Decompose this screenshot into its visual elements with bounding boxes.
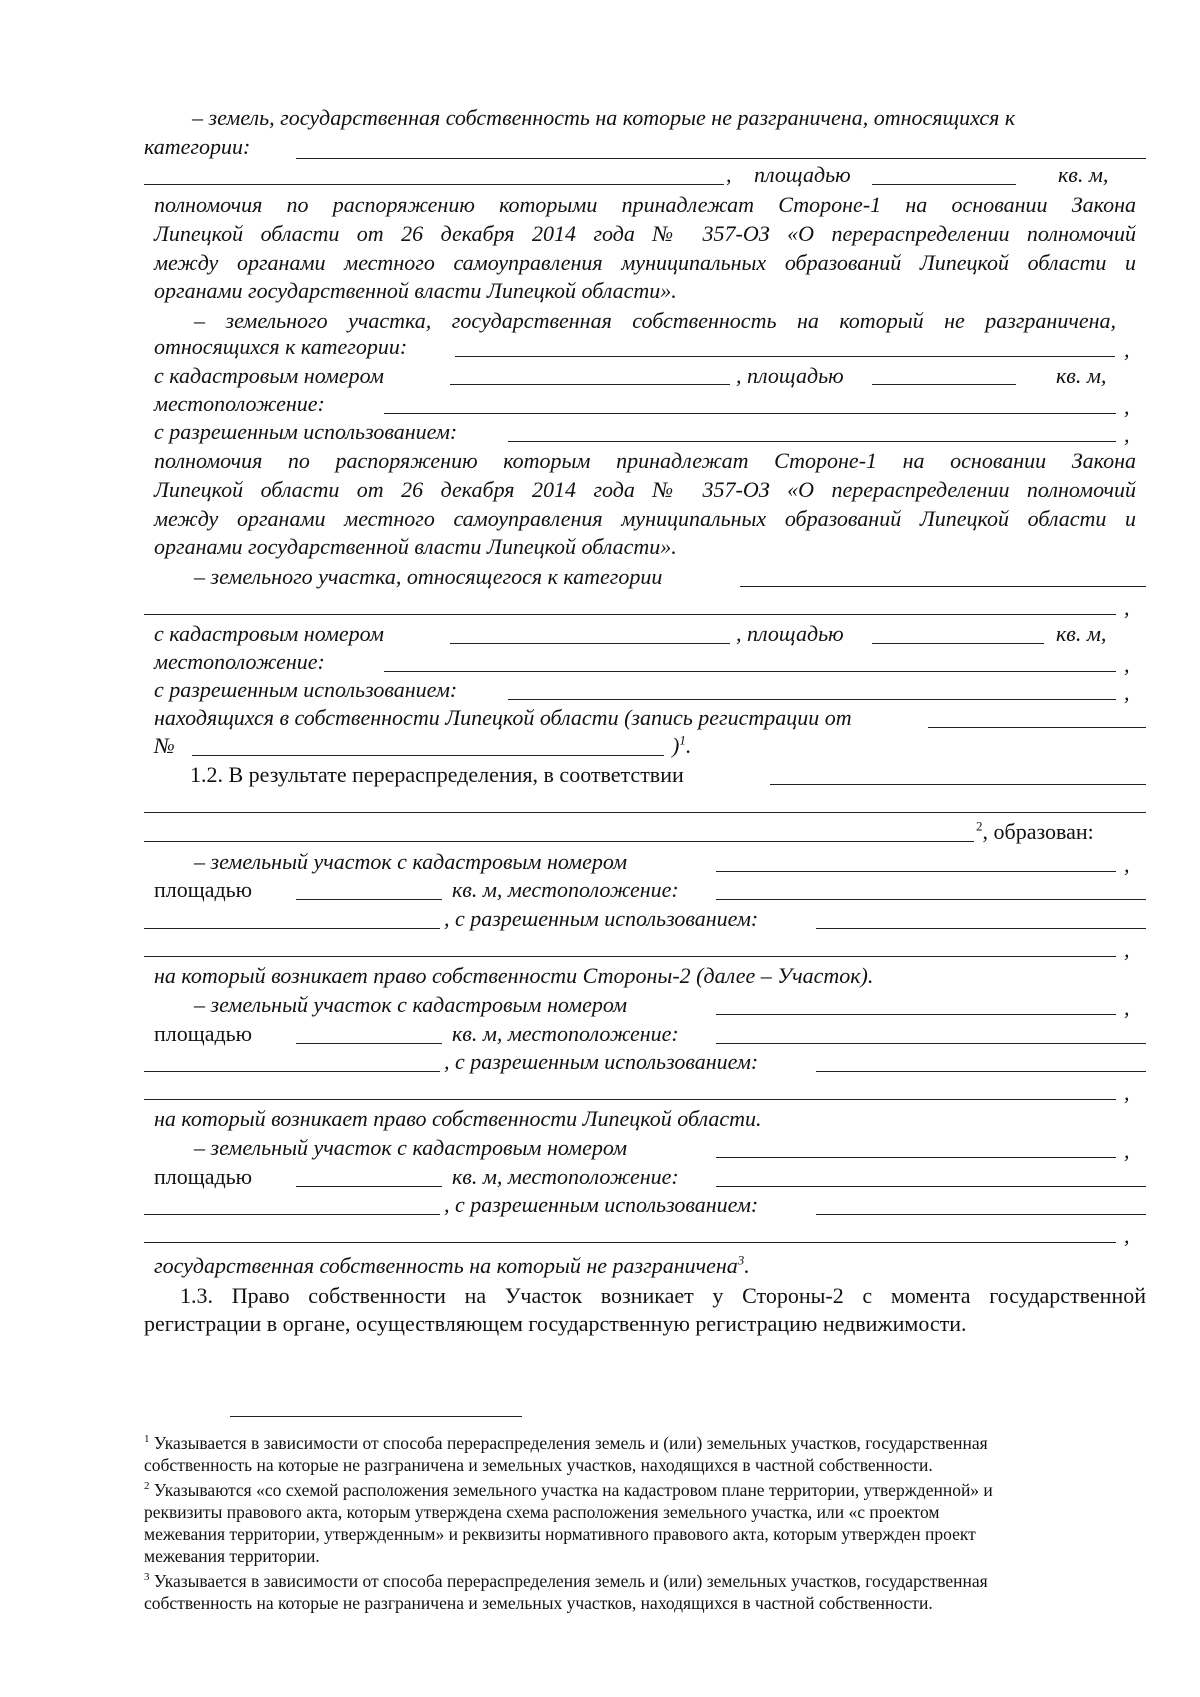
plot2-area-field[interactable]	[296, 1043, 442, 1044]
s3-own-label: находящихся в собственности Липецкой области (запись регистрации от	[154, 705, 852, 730]
plot2-unit-loc: кв. м, местоположение:	[452, 1021, 679, 1046]
s1-area-field[interactable]	[872, 184, 1016, 185]
plot1-loc-field[interactable]	[716, 899, 1146, 900]
plot2-cad-field[interactable]	[716, 1014, 1116, 1015]
s2-para-l1: полномочия по распоряжению которым принадлежат Стороне-1 на основании Закона	[154, 448, 1136, 473]
s1-category-field-2[interactable]	[144, 184, 724, 185]
plot3-use-field-2[interactable]	[144, 1242, 1116, 1243]
footnote-3-l1: $^3$ Указывается в зависимости от способа перераспределения земель и (или) земельных участков, государственная	[144, 1571, 988, 1591]
s4-formed: $^2$, образован:	[976, 818, 1094, 844]
s3-area-unit: кв. м,	[1056, 621, 1107, 646]
s2-para-l3: между органами местного самоуправления муниципальных образований Липецкой области и	[154, 506, 1136, 531]
plot3-use-field[interactable]	[816, 1214, 1146, 1215]
footnote-ref-2[interactable]: 2	[976, 818, 983, 834]
plot1-comma-1: ,	[1124, 852, 1130, 877]
plot2-use-label: , с разрешенным использованием:	[444, 1049, 759, 1074]
plot2-right: на который возникает право собственности Липецкой области.	[154, 1106, 762, 1131]
plot3-comma-2: ,	[1124, 1223, 1130, 1248]
s2-use-label: с разрешенным использованием:	[154, 419, 458, 444]
s2-loc-field[interactable]	[384, 413, 1116, 414]
plot3-right: государственная собственность на который не разграничена$^3$.	[154, 1252, 750, 1278]
plot2-use-field-2[interactable]	[144, 1099, 1116, 1100]
s3-num-label: №	[154, 733, 175, 758]
s1-line1: – земель, государственная собственность на которые не разграничена, относящихся к	[192, 105, 1016, 130]
footnote-ref-3[interactable]: 3	[737, 1252, 745, 1268]
s3-comma-1: ,	[1124, 595, 1130, 620]
footnote-2-l2: реквизиты правового акта, которым утверждена схема расположения земельного участка, или «с проектом	[144, 1502, 940, 1522]
footnote-ref-1[interactable]: 1	[679, 732, 686, 748]
s2-comma-1: ,	[1124, 337, 1130, 362]
plot3-area-label: площадью	[154, 1164, 253, 1189]
footnote-3-l2: собственность на которые не разграничена и земельных участков, находящихся в частной собственности.	[144, 1593, 933, 1613]
s5-line1: 1.3. Право собственности на Участок возникает у Стороны-2 с момента государственной	[180, 1283, 1146, 1308]
plot1-comma-2: ,	[1124, 937, 1130, 962]
s2-para-l2: Липецкой области от 26 декабря 2014 года № 357-ОЗ «О перераспределении полномочий	[154, 477, 1136, 502]
s4-field-1[interactable]	[770, 784, 1146, 785]
plot1-area-field[interactable]	[296, 899, 442, 900]
s1-para-l2: Липецкой области от 26 декабря 2014 года № 357-ОЗ «О перераспределении полномочий	[154, 221, 1136, 246]
plot1-title: – земельный участок с кадастровым номером	[194, 849, 628, 874]
s1-area-label: площадью	[754, 162, 851, 187]
s4-field-2[interactable]	[144, 812, 1146, 813]
s1-category-label: категории:	[144, 134, 251, 159]
s3-cad-field[interactable]	[450, 643, 730, 644]
plot2-title: – земельный участок с кадастровым номером	[194, 992, 628, 1017]
plot2-comma-1: ,	[1124, 995, 1130, 1020]
s3-use-label: с разрешенным использованием:	[154, 677, 458, 702]
s2-comma-2: ,	[1124, 394, 1130, 419]
s3-cad-label: с кадастровым номером	[154, 621, 384, 646]
s1-area-unit: кв. м,	[1058, 162, 1109, 187]
s3-area-field[interactable]	[872, 643, 1044, 644]
plot1-unit-loc: кв. м, местоположение:	[452, 877, 679, 902]
s2-area-unit: кв. м,	[1056, 363, 1107, 388]
s3-reg-date-field[interactable]	[928, 727, 1146, 728]
s3-category-field-2[interactable]	[144, 614, 1116, 615]
s3-comma-3: ,	[1124, 680, 1130, 705]
s3-reg-num-field[interactable]	[192, 755, 664, 756]
plot3-use-label: , с разрешенным использованием:	[444, 1192, 759, 1217]
plot3-area-field[interactable]	[296, 1186, 442, 1187]
plot2-loc-field[interactable]	[716, 1043, 1146, 1044]
s2-area-label: , площадью	[736, 363, 844, 388]
footnote-2-l4: межевания территории.	[144, 1546, 320, 1566]
plot3-comma-1: ,	[1124, 1138, 1130, 1163]
s3-comma-2: ,	[1124, 652, 1130, 677]
s1-category-field[interactable]	[296, 158, 1146, 159]
s2-loc-label: местоположение:	[154, 391, 325, 416]
s3-area-label: , площадью	[736, 621, 844, 646]
plot1-use-field[interactable]	[816, 928, 1146, 929]
s2-comma-3: ,	[1124, 422, 1130, 447]
plot3-loc-field-2[interactable]	[144, 1214, 440, 1215]
plot2-area-label: площадью	[154, 1021, 253, 1046]
s2-para-l4: органами государственной власти Липецкой области».	[154, 534, 677, 559]
plot1-loc-field-2[interactable]	[144, 928, 440, 929]
s2-cad-label: с кадастровым номером	[154, 363, 384, 388]
footnote-1-l2: собственность на которые не разграничена и земельных участков, находящихся в частной собственности.	[144, 1455, 933, 1475]
s3-line1: – земельного участка, относящегося к категории	[194, 564, 663, 589]
plot1-use-label: , с разрешенным использованием:	[444, 906, 759, 931]
s3-loc-field[interactable]	[384, 671, 1116, 672]
s1-para-l1: полномочия по распоряжению которыми принадлежат Стороне-1 на основании Закона	[154, 192, 1136, 217]
footnote-2-l3: межевания территории, утвержденным» и реквизиты нормативного правового акта, которым утвержден проект	[144, 1524, 976, 1544]
s2-category-field[interactable]	[455, 356, 1115, 357]
s3-close: )$^1$.	[672, 732, 692, 758]
s2-category-label: относящихся к категории:	[154, 334, 408, 359]
plot2-loc-field-2[interactable]	[144, 1071, 440, 1072]
s2-area-field[interactable]	[872, 384, 1016, 385]
s5-line2: регистрации в органе, осуществляющем государственную регистрацию недвижимости.	[144, 1311, 967, 1336]
plot1-right: на который возникает право собственности Стороны-2 (далее – Участок).	[154, 963, 874, 988]
s4-line1: 1.2. В результате перераспределения, в соответствии	[190, 762, 684, 787]
plot1-area-label: площадью	[154, 877, 253, 902]
plot1-use-field-2[interactable]	[144, 956, 1116, 957]
plot3-loc-field[interactable]	[716, 1186, 1146, 1187]
s2-cad-field[interactable]	[450, 384, 730, 385]
s1-para-l4: органами государственной власти Липецкой области».	[154, 278, 677, 303]
s1-comma: ,	[726, 162, 732, 187]
s3-use-field[interactable]	[508, 699, 1116, 700]
s2-line1: – земельного участка, государственная собственность на который не разграничена,	[194, 308, 1116, 333]
plot3-cad-field[interactable]	[716, 1157, 1116, 1158]
s3-category-field[interactable]	[740, 586, 1146, 587]
plot1-cad-field[interactable]	[716, 871, 1116, 872]
plot2-comma-2: ,	[1124, 1080, 1130, 1105]
s1-para-l3: между органами местного самоуправления муниципальных образований Липецкой области и	[154, 250, 1136, 275]
plot2-use-field[interactable]	[816, 1071, 1146, 1072]
plot3-title: – земельный участок с кадастровым номером	[194, 1135, 628, 1160]
s2-use-field[interactable]	[508, 441, 1116, 442]
plot3-unit-loc: кв. м, местоположение:	[452, 1164, 679, 1189]
footnote-2-l1: $^2$ Указываются «со схемой расположения земельного участка на кадастровом плане территории, утвержденной» и	[144, 1480, 993, 1500]
s3-loc-label: местоположение:	[154, 649, 325, 674]
footnote-separator	[230, 1416, 522, 1417]
s4-field-3[interactable]	[144, 841, 974, 842]
footnote-1-l1: $^1$ Указывается в зависимости от способа перераспределения земель и (или) земельных участков, государственная	[144, 1433, 988, 1453]
